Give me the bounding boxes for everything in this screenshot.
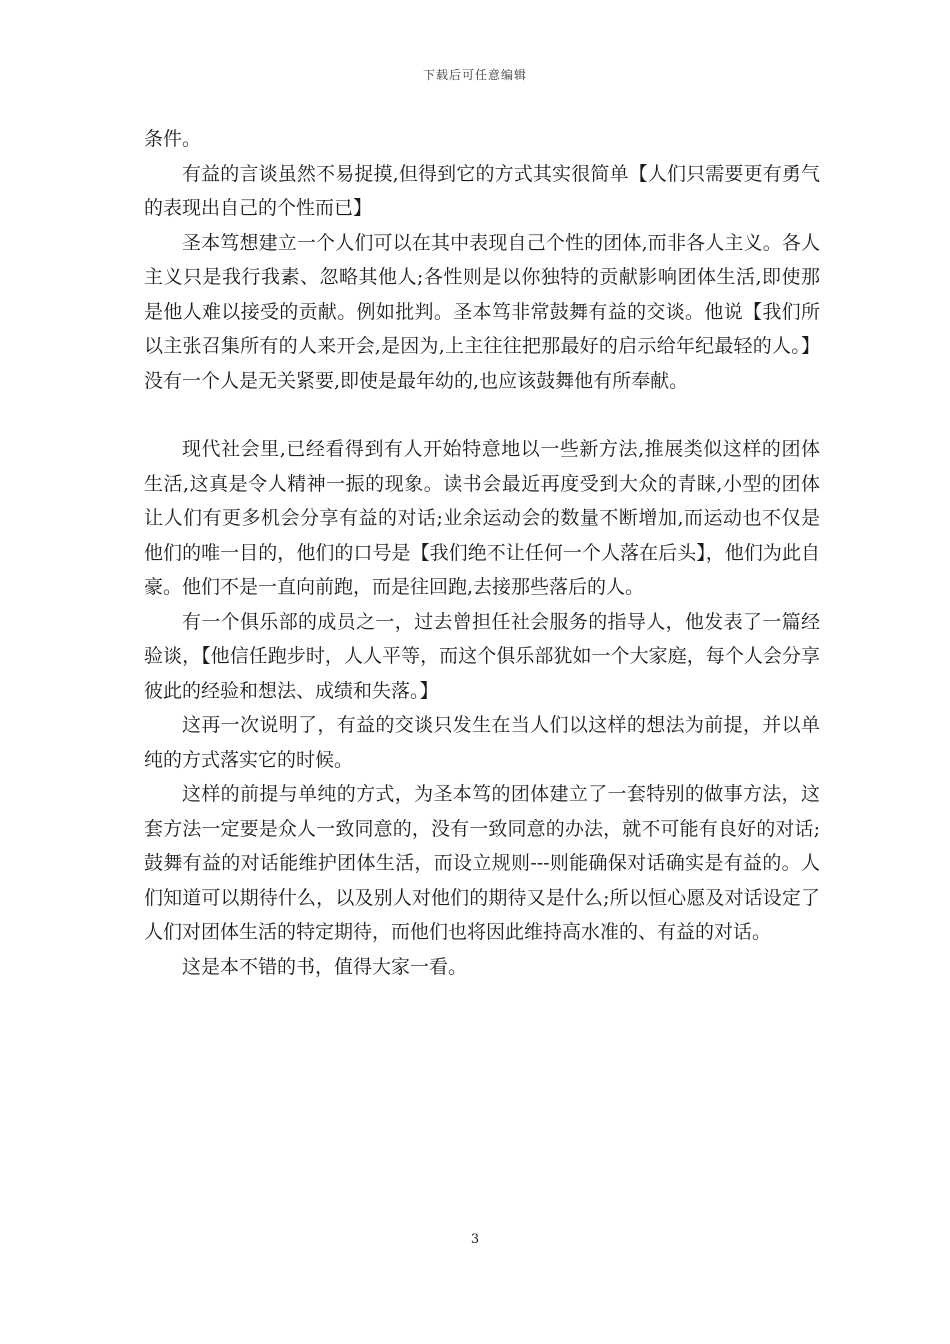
- page-number: 3: [470, 1232, 480, 1247]
- paragraph: 现代社会里,已经看得到有人开始特意地以一些新方法,推展类似这样的团体生活,这真是令人精神一振的现象。读书会最近再度受到大众的青睐,小型的团体让人们有更多机会分享有益的对话;业余运动会的数量不断增加,而运动也不仅是他们的唯一目的，他们的口号是【我们绝不让任何一个人落在后头】，他们为此自豪。他们不是一直向前跑，而是往回跑,去接那些落后的人。: [144, 438, 820, 598]
- paragraph-continuation: 条件。: [144, 128, 202, 150]
- body-text: [144, 122, 820, 984]
- paragraph: 这再一次说明了，有益的交谈只发生在当人们以这样的想法为前提，并以单纯的方式落实它的时候。: [144, 714, 820, 771]
- paragraph: 这是本不错的书，值得大家一看。: [182, 955, 468, 978]
- paragraph: 圣本笃想建立一个人们可以在其中表现自己个性的团体,而非各人主义。各人主义只是我行我素、忽略其他人;各性则是以你独特的贡献影响团体生活,即使那是他人难以接受的贡献。例如批判。圣本笃非常鼓舞有益的交谈。他说【我们所以主张召集所有的人来开会,是因为,上主往往把那最好的启示给年纪最轻的人。】没有一个人是无关紧要,即使是最年幼的,也应该鼓舞他有所奉献。: [144, 231, 820, 392]
- header-note: 下载后可任意编辑: [422, 68, 527, 82]
- paragraph: 有益的言谈虽然不易捉摸,但得到它的方式其实很简单【人们只需要更有勇气的表现出自己的个性而已】: [144, 162, 820, 219]
- paragraph: 有一个俱乐部的成员之一，过去曾担任社会服务的指导人，他发表了一篇经验谈，【他信任跑步时，人人平等，而这个俱乐部犹如一个大家庭，每个人会分享彼此的经验和想法、成绩和失落。】: [144, 610, 820, 702]
- paragraph: 这样的前提与单纯的方式，为圣本笃的团体建立了一套特别的做事方法，这套方法一定要是众人一致同意的，没有一致同意的办法，就不可能有良好的对话;鼓舞有益的对话能维护团体生活，而设立规则---则能确保对话确实是有益的。人们知道可以期待什么，以及别人对他们的期待又是什么;所以恒心愿及对话设定了人们对团体生活的特定期待，而他们也将因此维持高水准的、有益的对话。: [144, 783, 820, 943]
